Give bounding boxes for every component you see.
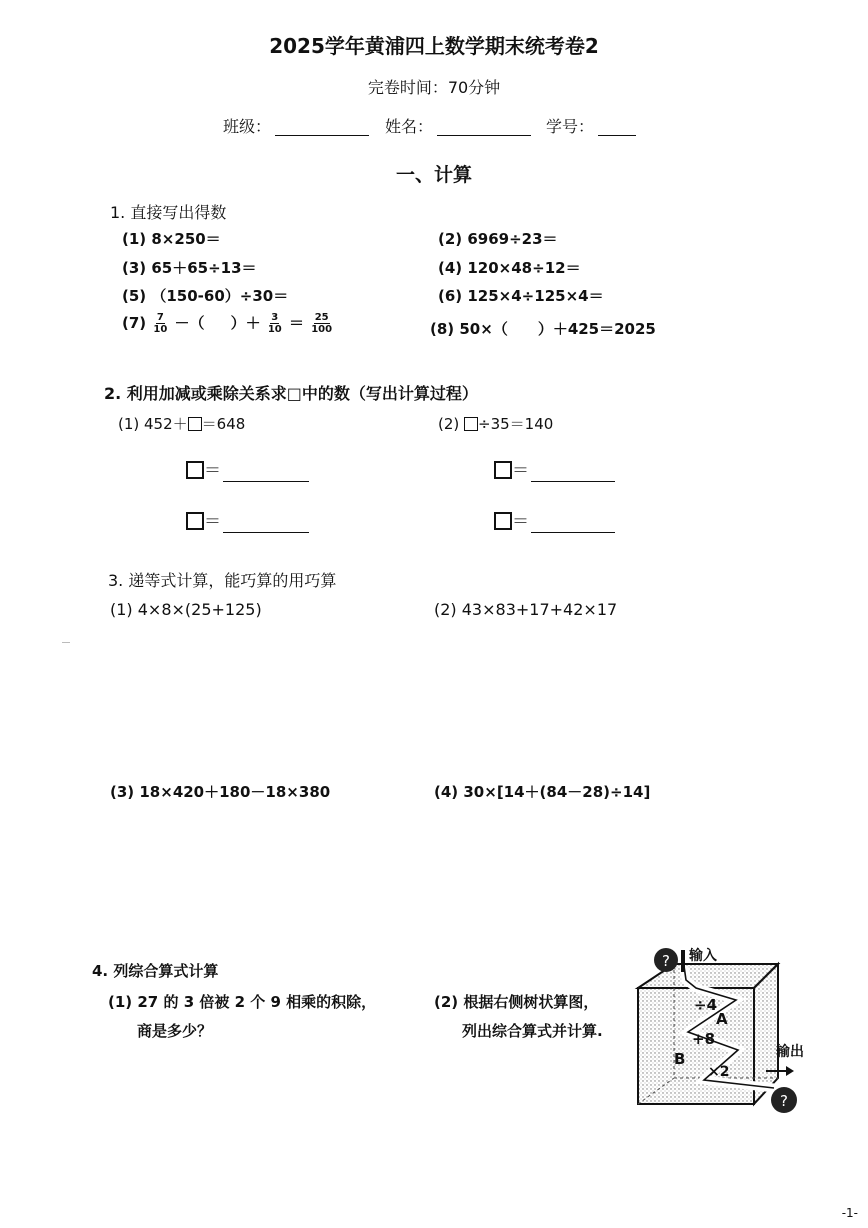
q2-item-1: (1) 452＋ ＝648	[118, 415, 246, 433]
input-label: 输入	[689, 948, 717, 964]
node-b: B	[674, 1050, 686, 1068]
q2-item-2: (2) ÷35＝140	[438, 415, 554, 433]
q1-item-1: (1) 8×250＝	[122, 230, 221, 248]
id-blank[interactable]	[598, 117, 636, 136]
q1-item-2: (2) 6969÷23＝	[438, 230, 558, 248]
q3-item-4: (4) 30×[14＋(84－28)÷14]	[434, 783, 651, 801]
blank-square-icon	[494, 461, 512, 479]
blank-square-icon	[186, 512, 204, 530]
q1-item-4: (4) 120×48÷12＝	[438, 259, 581, 277]
q3-item-1: (1) 4×8×(25+125)	[110, 600, 262, 619]
answer-line[interactable]	[223, 463, 309, 482]
node-a: A	[716, 1010, 728, 1028]
name-field	[385, 114, 531, 137]
blank-square-icon	[188, 417, 202, 431]
page-number: -1-	[841, 1206, 858, 1220]
q4-item-2-line2: 列出综合算式并计算.	[462, 1022, 603, 1040]
fraction-3-10: $\frac{3}{10}$	[267, 312, 282, 335]
id-label: 学号：	[546, 117, 595, 136]
blank-square-icon	[464, 417, 478, 431]
fraction-25-100: $\frac{25}{100}$	[311, 312, 333, 335]
q1-item-5: (5) （150-60）÷30＝	[122, 287, 289, 305]
step-divide-4: ÷4	[694, 996, 718, 1014]
q4-item-1-line1: (1) 27 的 3 倍被 2 个 9 相乘的积除，	[108, 993, 377, 1011]
margin-mark	[62, 642, 70, 643]
exam-title: 2025学年黄浦四上数学期末统考卷2	[269, 34, 599, 58]
tree-calculation-diagram	[626, 940, 816, 1120]
class-field	[223, 114, 369, 137]
input-value: ?	[662, 952, 670, 970]
name-label: 姓名：	[385, 117, 434, 136]
q1-item-3: (3) 65＋65÷13＝	[122, 259, 257, 277]
q2-answer-1a: ＝	[186, 456, 309, 482]
fraction-7-10: $\frac{7}{10}$	[153, 312, 168, 335]
q2-answer-2a: ＝	[494, 456, 615, 482]
blank-square-icon	[494, 512, 512, 530]
answer-line[interactable]	[223, 514, 309, 533]
q2-title: 2. 利用加减或乘除关系求□中的数（写出计算过程）	[104, 384, 478, 403]
q4-item-2-line1: (2) 根据右侧树状算图，	[434, 993, 599, 1011]
class-label: 班级：	[223, 117, 272, 136]
q2-answer-1b: ＝	[186, 507, 309, 533]
id-field	[546, 114, 636, 137]
exam-time: 完卷时间：70分钟	[367, 78, 501, 97]
class-blank[interactable]	[275, 117, 369, 136]
blank-square-icon	[186, 461, 204, 479]
output-label: 输出	[776, 1044, 804, 1060]
q1-item-7: (7) $\frac{7}{10}$ －（ ）＋ $\frac{3}{10}$ ＝ $\frac{25}{100}$	[122, 312, 333, 335]
q2-answer-2b: ＝	[494, 507, 615, 533]
answer-line[interactable]	[531, 514, 615, 533]
q3-item-3: (3) 18×420＋180－18×380	[110, 783, 331, 801]
output-value: ?	[780, 1092, 788, 1110]
q1-item-6: (6) 125×4÷125×4＝	[438, 287, 604, 305]
answer-line[interactable]	[531, 463, 615, 482]
step-plus-8: +8	[692, 1030, 716, 1048]
q4-item-1-line2: 商是多少？	[137, 1022, 213, 1040]
q4-title: 4. 列综合算式计算	[92, 962, 219, 980]
section-title: 一、计算	[395, 164, 472, 186]
q1-item-8: (8) 50×（ ）＋425＝2025	[430, 320, 656, 338]
q3-title: 3. 递等式计算，能巧算的用巧算	[108, 571, 337, 590]
q1-title: 1. 直接写出得数	[110, 203, 227, 222]
name-blank[interactable]	[437, 117, 531, 136]
step-times-2: ×2	[708, 1064, 730, 1080]
q3-item-2: (2) 43×83+17+42×17	[434, 600, 618, 619]
